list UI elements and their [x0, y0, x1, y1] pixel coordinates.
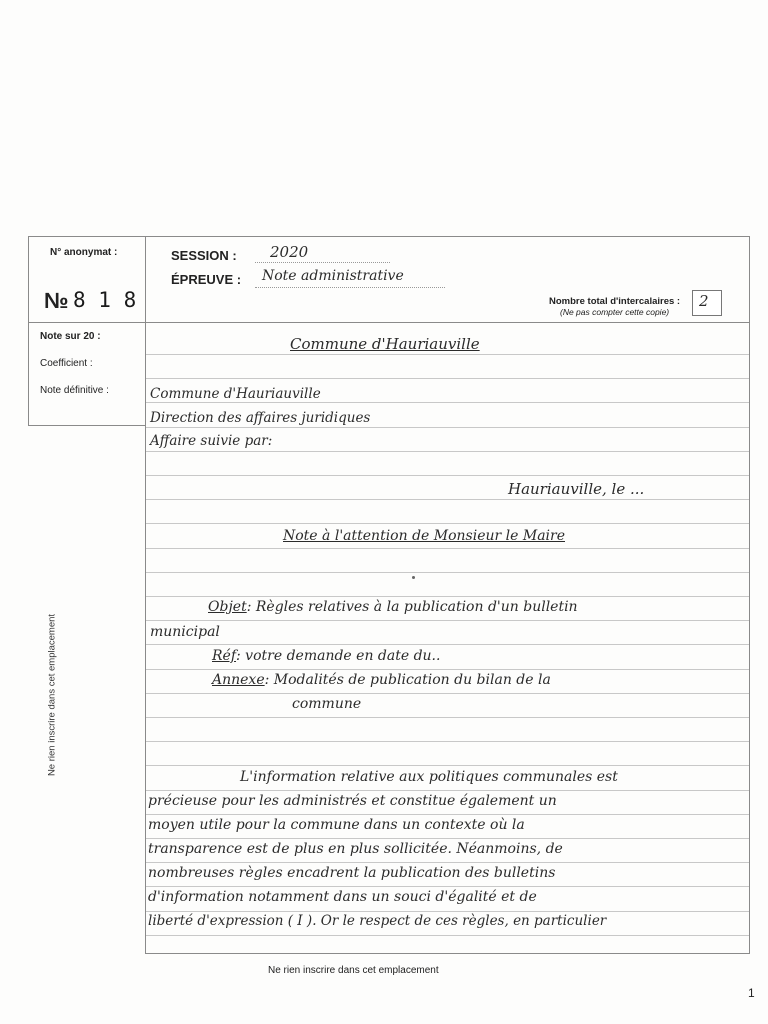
ruled-line — [146, 402, 749, 403]
session-value: 2020 — [270, 243, 309, 261]
anonymat-label: N° anonymat : — [50, 247, 118, 258]
margin-notice: Ne rien inscrire dans cet emplacement — [46, 613, 58, 777]
ruled-line — [146, 427, 749, 428]
paragraph-line-1: L'information relative aux politiques communales est — [240, 769, 618, 785]
ref-text: : votre demande en date du.. — [236, 648, 441, 664]
form-header-separator — [28, 322, 750, 323]
attention-line: Note à l'attention de Monsieur le Maire — [283, 528, 565, 544]
stray-ink-dot — [412, 576, 415, 579]
objet-line-2: municipal — [150, 624, 220, 640]
ruled-line — [146, 572, 749, 573]
intercalaires-label: Nombre total d'intercalaires : — [549, 296, 681, 307]
grading-box-bottom — [28, 425, 146, 426]
ref-label: Réf — [212, 648, 237, 664]
ref-line — [212, 648, 440, 664]
ruled-line — [146, 620, 749, 621]
coefficient-label: Coefficient : — [40, 358, 93, 369]
ruled-line — [146, 862, 749, 863]
annexe-text: : Modalités de publication du bilan de la — [264, 672, 551, 688]
paragraph-line-3: moyen utile pour la commune dans un contexte où la — [148, 817, 525, 833]
form-frame-bottom — [145, 953, 750, 954]
session-label: SESSION : — [171, 248, 237, 263]
ruled-line — [146, 790, 749, 791]
anonymat-number: 8 1 8 — [73, 288, 137, 312]
form-frame-top — [28, 236, 750, 237]
footer-notice: Ne rien inscrire dans cet emplacement — [268, 965, 439, 976]
note-sur-20-label: Note sur 20 : — [40, 331, 101, 342]
objet-text: : Règles relatives à la publication d'un bulletin — [246, 599, 578, 615]
ruled-line — [146, 644, 749, 645]
epreuve-dotted-line — [255, 287, 445, 288]
ruled-line — [146, 814, 749, 815]
ruled-line — [146, 523, 749, 524]
epreuve-label: ÉPREUVE : — [171, 272, 242, 287]
annexe-line — [212, 672, 551, 688]
sender-line-2: Direction des affaires juridiques — [150, 410, 371, 426]
intercalaires-value: 2 — [699, 292, 709, 310]
form-frame-margin-line — [145, 236, 146, 954]
objet-label: Objet — [208, 599, 247, 615]
paragraph-line-5: nombreuses règles encadrent la publication des bulletins — [148, 865, 556, 881]
ruled-line — [146, 354, 749, 355]
letter-title: Commune d'Hauriauville — [290, 335, 480, 353]
place-date: Hauriauville, le ... — [508, 480, 645, 498]
session-dotted-line — [255, 262, 390, 263]
annexe-line-2: commune — [292, 696, 362, 712]
form-frame-right — [749, 236, 750, 954]
ruled-line — [146, 499, 749, 500]
ruled-line — [146, 911, 749, 912]
paragraph-line-6: d'information notamment dans un souci d'égalité et de — [148, 889, 537, 905]
objet-line — [208, 599, 578, 615]
sender-line-1: Commune d'Hauriauville — [150, 386, 321, 402]
ruled-line — [146, 548, 749, 549]
form-frame-left — [28, 236, 29, 426]
paragraph-line-7: liberté d'expression ( I ). Or le respect de ces règles, en particulier — [148, 913, 607, 929]
page-number: 1 — [748, 986, 755, 1000]
ruled-line — [146, 669, 749, 670]
ruled-line — [146, 451, 749, 452]
ruled-line — [146, 838, 749, 839]
paragraph-line-4: transparence est de plus en plus sollicitée. Néanmoins, de — [148, 841, 563, 857]
ruled-line — [146, 935, 749, 936]
epreuve-value: Note administrative — [262, 268, 404, 284]
ruled-line — [146, 596, 749, 597]
sender-line-3: Affaire suivie par: — [150, 433, 273, 449]
ruled-line — [146, 741, 749, 742]
ruled-line — [146, 717, 749, 718]
paragraph-line-2: précieuse pour les administrés et constitue également un — [148, 793, 557, 809]
ruled-line — [146, 886, 749, 887]
ruled-line — [146, 378, 749, 379]
ruled-line — [146, 475, 749, 476]
intercalaires-note: (Ne pas compter cette copie) — [560, 307, 670, 317]
ruled-line — [146, 765, 749, 766]
ruled-line — [146, 693, 749, 694]
annexe-label: Annexe — [212, 672, 265, 688]
note-definitive-label: Note définitive : — [40, 385, 109, 396]
anonymat-prefix: № — [44, 288, 69, 313]
